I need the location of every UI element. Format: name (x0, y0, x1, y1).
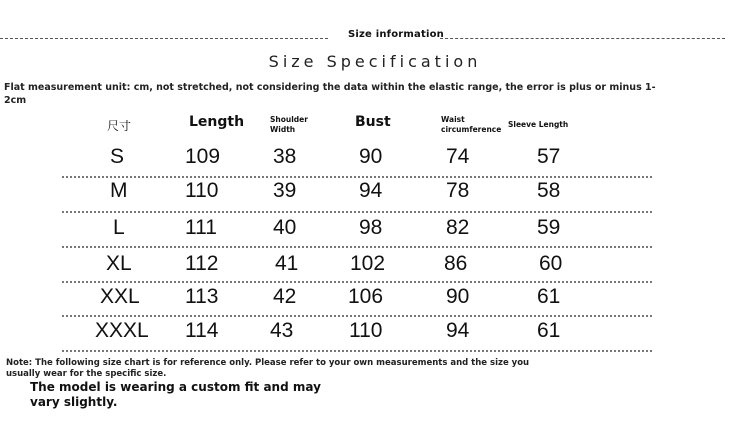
header-sleeve-length: Sleeve Length (508, 120, 569, 129)
table-row (0, 285, 750, 319)
row-divider (62, 176, 652, 178)
row-divider (62, 246, 652, 248)
table-row (0, 319, 750, 353)
size-cell: S (110, 145, 125, 168)
size-cell: XXL (100, 285, 140, 308)
sleeve-cell: 59 (537, 216, 561, 239)
length-cell: 112 (185, 252, 219, 275)
length-cell: 114 (185, 319, 219, 342)
waist-cell: 86 (444, 252, 468, 275)
waist-cell: 90 (446, 285, 470, 308)
waist-cell: 82 (446, 216, 470, 239)
section-title: Size information (348, 29, 444, 40)
size-cell: XL (106, 252, 132, 275)
shoulder-cell: 42 (273, 285, 297, 308)
waist-cell: 78 (446, 179, 470, 202)
header-length: Length (189, 114, 245, 130)
size-cell: XXXL (95, 319, 149, 342)
length-cell: 113 (185, 285, 219, 308)
bust-cell: 94 (359, 179, 383, 202)
length-cell: 109 (185, 145, 221, 168)
measurement-intro: Flat measurement unit: cm, not stretched, not considering the data within the elastic range, the error is plus or minus 1-2cm (4, 82, 656, 106)
size-cell: M (110, 179, 128, 202)
bust-cell: 106 (348, 285, 384, 308)
sleeve-cell: 61 (537, 319, 561, 342)
length-cell: 111 (185, 216, 217, 239)
size-cell: L (113, 216, 125, 239)
row-divider (62, 281, 652, 283)
page-title: Size Specification (268, 52, 482, 71)
shoulder-cell: 38 (273, 145, 297, 168)
bust-cell: 102 (350, 252, 386, 275)
table-row (0, 216, 750, 250)
size-chart-note: Note: The following size chart is for reference only. Please refer to your own measurements and the size you usually wear for the specific size. (6, 358, 530, 379)
shoulder-cell: 40 (273, 216, 297, 239)
waist-cell: 74 (446, 145, 470, 168)
header-divider-right (440, 38, 725, 39)
sleeve-cell: 58 (537, 179, 561, 202)
table-row (0, 179, 750, 213)
shoulder-cell: 41 (275, 252, 299, 275)
header-waist-circumference: Waist circumference (441, 115, 502, 134)
waist-cell: 94 (446, 319, 470, 342)
bust-cell: 98 (359, 216, 383, 239)
header-size: 尺寸 (107, 119, 132, 133)
shoulder-cell: 39 (273, 179, 297, 202)
bust-cell: 90 (359, 145, 383, 168)
header-shoulder-width: Shoulder Width (270, 115, 308, 134)
row-divider (62, 350, 652, 352)
table-row (0, 145, 750, 179)
sleeve-cell: 61 (537, 285, 561, 308)
bust-cell: 110 (349, 319, 383, 342)
shoulder-cell: 43 (270, 319, 294, 342)
header-divider-left (0, 38, 328, 39)
row-divider (62, 315, 652, 317)
length-cell: 110 (185, 179, 219, 202)
sleeve-cell: 60 (539, 252, 563, 275)
sleeve-cell: 57 (537, 145, 561, 168)
header-bust: Bust (355, 114, 391, 130)
row-divider (62, 211, 652, 213)
model-note: The model is wearing a custom fit and may vary slightly. (30, 380, 321, 409)
